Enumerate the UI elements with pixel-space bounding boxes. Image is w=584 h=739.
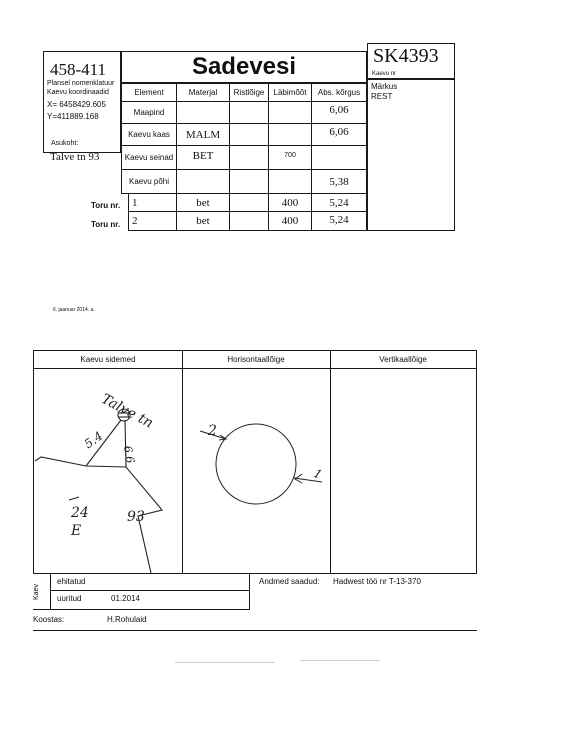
sketch-divider	[330, 351, 331, 573]
row-height: 6,06	[311, 123, 367, 146]
form-header	[43, 43, 455, 231]
source-value: Hadwest töö nr T-13-370	[333, 577, 421, 586]
coord-x: X= 6458429.605	[47, 100, 106, 109]
pipe-height: 5,24	[311, 211, 367, 231]
row-cross	[229, 123, 269, 146]
well-no: SK4393	[373, 45, 439, 67]
pipe-label: Toru nr.	[91, 201, 121, 210]
col-height: Abs. kõrgus	[311, 83, 367, 102]
row-material	[176, 101, 230, 124]
section-horizontal: Horisontaallõige	[227, 355, 285, 364]
nomenclature-label: Plansel nomenklatuur	[47, 80, 115, 87]
pipe-diameter: 400	[268, 211, 312, 231]
nomenclature: 458-411	[50, 60, 107, 79]
checked-value: 01.2014	[111, 594, 140, 603]
sketch-panel	[33, 350, 477, 574]
row-height	[311, 145, 367, 170]
row-cross	[229, 169, 269, 194]
hw-street: Talve tn	[98, 391, 156, 432]
pipe-label: Toru nr.	[91, 220, 121, 229]
well-no-label: Kaevu nr	[372, 71, 397, 77]
source-label: Andmed saadud:	[259, 577, 320, 586]
section-well-links: Kaevu sidemed	[80, 355, 136, 364]
pipe-no: 1	[128, 193, 177, 212]
hw-pipe-number: 1	[311, 466, 325, 482]
col-material: Materjal	[176, 83, 230, 102]
page-title: Sadevesi	[191, 53, 297, 80]
well-circle	[216, 424, 296, 504]
compiler-label: Koostas:	[33, 615, 65, 624]
col-cross: Ristlõige	[229, 83, 269, 102]
coord-y: Y=411889.168	[47, 112, 99, 121]
row-element: Maapind	[121, 101, 177, 124]
row-cross	[229, 101, 269, 124]
horizontal-section-drawing	[182, 369, 330, 573]
row-diameter: 700	[268, 145, 312, 170]
pipe-cross	[229, 211, 269, 231]
row-height: 6,06	[311, 101, 367, 124]
hw-distance: 5.4	[81, 428, 106, 452]
location: Talve tn 93	[50, 151, 100, 163]
row-element: Kaevu kaas	[121, 123, 177, 146]
row-height: 5,38	[311, 169, 367, 194]
hw-house-number: 93	[127, 509, 145, 525]
footer-row-divider	[50, 590, 250, 591]
remarks-label: Märkus	[371, 82, 398, 91]
compiler: H.Rohulaid	[107, 615, 147, 624]
hw-distance: 6.6	[120, 444, 137, 465]
checked-label: uuritud	[57, 594, 82, 603]
footer-side-divider	[50, 574, 51, 609]
pipe-height: 5,24	[311, 193, 367, 212]
row-diameter	[268, 169, 312, 194]
section-vertical: Vertikaallõige	[379, 355, 427, 364]
row-element: Kaevu põhi	[121, 169, 177, 194]
row-material: MALM	[176, 123, 230, 146]
date-note: 6. jaanuar 2014. a.	[53, 307, 95, 313]
pipe-diameter: 400	[268, 193, 312, 212]
hw-pipe-number: 2	[208, 423, 217, 439]
hw-house-number: 24	[71, 505, 89, 521]
row-element: Kaevu seinad	[121, 145, 177, 170]
pipe-cross	[229, 193, 269, 212]
compiler-line	[33, 630, 477, 631]
remarks-value: REST	[371, 92, 393, 101]
side-label: Kaev	[32, 584, 40, 600]
col-element: Element	[121, 83, 177, 102]
pipe-material: bet	[176, 193, 230, 212]
pipe-no: 2	[128, 211, 177, 231]
scan-noise	[175, 662, 275, 663]
pipe-material: bet	[176, 211, 230, 231]
row-diameter	[268, 123, 312, 146]
footer-bottom-line	[33, 609, 250, 610]
coords-label: Kaevu koordinaadid	[47, 89, 109, 96]
row-material	[176, 169, 230, 194]
scan-noise	[300, 660, 380, 661]
hw-house-letter: E	[71, 523, 82, 539]
row-cross	[229, 145, 269, 170]
location-label: Asukoht:	[51, 140, 79, 147]
row-diameter	[268, 101, 312, 124]
row-material: BET	[176, 145, 230, 170]
footer-block	[33, 574, 477, 632]
col-diameter: Läbimõõt	[268, 83, 312, 102]
built-label: ehitatud	[57, 577, 86, 586]
